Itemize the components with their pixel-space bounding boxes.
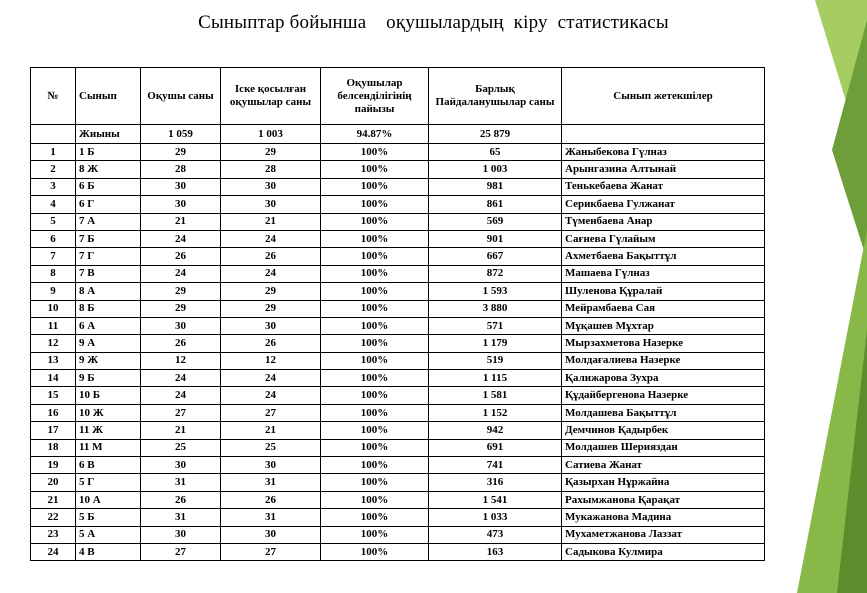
table-row <box>31 178 765 195</box>
row-no: 3 <box>31 178 76 195</box>
row-class: 10 А <box>76 491 141 508</box>
row-students: 31 <box>141 474 221 491</box>
row-activated: 24 <box>221 265 321 282</box>
header-activity-pct: Оқушылар белсенділігінің пайызы <box>321 68 429 125</box>
row-no: 7 <box>31 248 76 265</box>
table-row <box>31 404 765 421</box>
row-students: 24 <box>141 230 221 247</box>
table-row <box>31 526 765 543</box>
table-row <box>31 474 765 491</box>
table-row <box>31 283 765 300</box>
total-activity-pct: 94.87% <box>321 125 429 144</box>
row-no: 22 <box>31 509 76 526</box>
row-teacher: Тенькебаева Жанат <box>562 178 765 195</box>
table-row <box>31 457 765 474</box>
row-activated: 26 <box>221 248 321 265</box>
header-total-users: Барлық Пайдаланушылар саны <box>429 68 562 125</box>
row-total-users: 667 <box>429 248 562 265</box>
row-total-users: 473 <box>429 526 562 543</box>
row-no: 24 <box>31 543 76 560</box>
row-activity-pct: 100% <box>321 543 429 560</box>
row-activated: 30 <box>221 178 321 195</box>
row-total-users: 981 <box>429 178 562 195</box>
row-class: 9 Б <box>76 370 141 387</box>
row-students: 30 <box>141 457 221 474</box>
row-activated: 29 <box>221 300 321 317</box>
row-activated: 12 <box>221 352 321 369</box>
table-row <box>31 196 765 213</box>
table-row <box>31 144 765 161</box>
row-total-users: 741 <box>429 457 562 474</box>
row-activated: 27 <box>221 543 321 560</box>
row-activity-pct: 100% <box>321 144 429 161</box>
row-no: 18 <box>31 439 76 456</box>
header-class: Сынып <box>76 68 141 125</box>
row-activated: 30 <box>221 457 321 474</box>
table-row <box>31 213 765 230</box>
table-row <box>31 439 765 456</box>
row-no: 1 <box>31 144 76 161</box>
row-teacher: Түменбаева Анар <box>562 213 765 230</box>
row-class: 7 В <box>76 265 141 282</box>
row-total-users: 1 152 <box>429 404 562 421</box>
row-activated: 29 <box>221 283 321 300</box>
row-no: 16 <box>31 404 76 421</box>
row-total-users: 1 593 <box>429 283 562 300</box>
row-no: 12 <box>31 335 76 352</box>
table-row <box>31 370 765 387</box>
row-no: 15 <box>31 387 76 404</box>
row-total-users: 872 <box>429 265 562 282</box>
total-teacher-cell <box>562 125 765 144</box>
slide-title: Сыныптар бойынша оқушылардың кіру статистикасы <box>198 12 669 33</box>
row-activity-pct: 100% <box>321 370 429 387</box>
row-class: 4 В <box>76 543 141 560</box>
row-teacher: Сағнева Гүлайым <box>562 230 765 247</box>
row-students: 31 <box>141 509 221 526</box>
row-teacher: Шуленова Құралай <box>562 283 765 300</box>
row-class: 5 Г <box>76 474 141 491</box>
row-no: 21 <box>31 491 76 508</box>
row-students: 27 <box>141 404 221 421</box>
row-teacher: Мухаметжанова Лаззат <box>562 526 765 543</box>
header-row <box>31 68 765 125</box>
row-activated: 30 <box>221 526 321 543</box>
row-total-users: 571 <box>429 317 562 334</box>
row-class: 11 Ж <box>76 422 141 439</box>
row-class: 8 Ж <box>76 161 141 178</box>
row-class: 1 Б <box>76 144 141 161</box>
row-class: 9 Ж <box>76 352 141 369</box>
row-activity-pct: 100% <box>321 213 429 230</box>
row-teacher: Мукажанова Мадина <box>562 509 765 526</box>
row-no: 13 <box>31 352 76 369</box>
row-activated: 27 <box>221 404 321 421</box>
slide-decoration <box>777 0 867 593</box>
row-total-users: 691 <box>429 439 562 456</box>
row-activity-pct: 100% <box>321 283 429 300</box>
row-activated: 24 <box>221 387 321 404</box>
row-activity-pct: 100% <box>321 265 429 282</box>
row-students: 30 <box>141 317 221 334</box>
table-row <box>31 300 765 317</box>
row-total-users: 861 <box>429 196 562 213</box>
row-total-users: 1 179 <box>429 335 562 352</box>
row-activated: 25 <box>221 439 321 456</box>
row-total-users: 1 003 <box>429 161 562 178</box>
row-activity-pct: 100% <box>321 335 429 352</box>
row-no: 9 <box>31 283 76 300</box>
total-row <box>31 125 765 144</box>
row-students: 26 <box>141 248 221 265</box>
row-activity-pct: 100% <box>321 300 429 317</box>
table-row <box>31 161 765 178</box>
row-class: 10 Ж <box>76 404 141 421</box>
row-teacher: Мұқашев Мұхтар <box>562 317 765 334</box>
row-teacher: Молдашева Бақыттұл <box>562 404 765 421</box>
table-row <box>31 352 765 369</box>
row-students: 24 <box>141 265 221 282</box>
row-students: 30 <box>141 196 221 213</box>
row-class: 5 А <box>76 526 141 543</box>
row-activity-pct: 100% <box>321 474 429 491</box>
row-total-users: 519 <box>429 352 562 369</box>
table-row <box>31 230 765 247</box>
row-activity-pct: 100% <box>321 196 429 213</box>
row-total-users: 316 <box>429 474 562 491</box>
row-students: 12 <box>141 352 221 369</box>
row-class: 6 В <box>76 457 141 474</box>
row-activated: 30 <box>221 317 321 334</box>
row-class: 11 М <box>76 439 141 456</box>
row-activity-pct: 100% <box>321 317 429 334</box>
row-no: 10 <box>31 300 76 317</box>
header-teacher: Сынып жетекшілер <box>562 68 765 125</box>
row-students: 27 <box>141 543 221 560</box>
row-activated: 31 <box>221 474 321 491</box>
row-total-users: 942 <box>429 422 562 439</box>
row-activity-pct: 100% <box>321 509 429 526</box>
row-teacher: Құдайбергенова Назерке <box>562 387 765 404</box>
table-row <box>31 265 765 282</box>
row-activity-pct: 100% <box>321 161 429 178</box>
total-no-cell <box>31 125 76 144</box>
row-activated: 31 <box>221 509 321 526</box>
row-students: 21 <box>141 213 221 230</box>
header-no: № <box>31 68 76 125</box>
statistics-table <box>30 67 765 561</box>
row-teacher: Мырзахметова Назерке <box>562 335 765 352</box>
total-label: Жиыны <box>76 125 141 144</box>
row-teacher: Садыкова Кулмира <box>562 543 765 560</box>
row-activated: 30 <box>221 196 321 213</box>
row-activated: 21 <box>221 422 321 439</box>
row-total-users: 901 <box>429 230 562 247</box>
row-activated: 28 <box>221 161 321 178</box>
row-activity-pct: 100% <box>321 526 429 543</box>
total-users: 25 879 <box>429 125 562 144</box>
row-activity-pct: 100% <box>321 178 429 195</box>
row-activity-pct: 100% <box>321 387 429 404</box>
row-teacher: Қалижарова Зухра <box>562 370 765 387</box>
row-class: 10 Б <box>76 387 141 404</box>
row-students: 26 <box>141 491 221 508</box>
table-row <box>31 543 765 560</box>
row-total-users: 163 <box>429 543 562 560</box>
row-no: 5 <box>31 213 76 230</box>
row-teacher: Мейрамбаева Сая <box>562 300 765 317</box>
table-row <box>31 317 765 334</box>
row-no: 23 <box>31 526 76 543</box>
row-total-users: 1 115 <box>429 370 562 387</box>
row-class: 7 Б <box>76 230 141 247</box>
row-activity-pct: 100% <box>321 457 429 474</box>
row-students: 29 <box>141 300 221 317</box>
row-students: 30 <box>141 526 221 543</box>
row-no: 19 <box>31 457 76 474</box>
row-students: 29 <box>141 144 221 161</box>
row-no: 4 <box>31 196 76 213</box>
row-activity-pct: 100% <box>321 248 429 265</box>
row-activated: 26 <box>221 491 321 508</box>
table-row <box>31 491 765 508</box>
row-activated: 24 <box>221 230 321 247</box>
row-teacher: Рахымжанова Қарақат <box>562 491 765 508</box>
row-activity-pct: 100% <box>321 491 429 508</box>
row-activated: 29 <box>221 144 321 161</box>
row-activated: 21 <box>221 213 321 230</box>
row-students: 25 <box>141 439 221 456</box>
row-activity-pct: 100% <box>321 352 429 369</box>
total-activated: 1 003 <box>221 125 321 144</box>
table-row <box>31 335 765 352</box>
row-class: 8 А <box>76 283 141 300</box>
table-row <box>31 248 765 265</box>
row-activity-pct: 100% <box>321 422 429 439</box>
row-class: 9 А <box>76 335 141 352</box>
row-total-users: 569 <box>429 213 562 230</box>
row-teacher: Молдашев Шерияздан <box>562 439 765 456</box>
row-students: 24 <box>141 387 221 404</box>
row-students: 28 <box>141 161 221 178</box>
row-total-users: 1 033 <box>429 509 562 526</box>
row-no: 11 <box>31 317 76 334</box>
row-no: 14 <box>31 370 76 387</box>
row-no: 17 <box>31 422 76 439</box>
table-row <box>31 509 765 526</box>
row-activity-pct: 100% <box>321 404 429 421</box>
row-no: 20 <box>31 474 76 491</box>
row-no: 6 <box>31 230 76 247</box>
row-class: 6 Г <box>76 196 141 213</box>
row-class: 8 Б <box>76 300 141 317</box>
row-class: 7 Г <box>76 248 141 265</box>
total-students: 1 059 <box>141 125 221 144</box>
row-students: 29 <box>141 283 221 300</box>
row-activity-pct: 100% <box>321 230 429 247</box>
row-students: 21 <box>141 422 221 439</box>
row-teacher: Машаева Гүлназ <box>562 265 765 282</box>
table-row <box>31 422 765 439</box>
header-students: Оқушы саны <box>141 68 221 125</box>
table-row <box>31 387 765 404</box>
row-class: 7 А <box>76 213 141 230</box>
row-total-users: 1 581 <box>429 387 562 404</box>
row-teacher: Ахметбаева Бақыттұл <box>562 248 765 265</box>
row-total-users: 65 <box>429 144 562 161</box>
header-activated: Іске қосылған оқушылар саны <box>221 68 321 125</box>
row-class: 6 Б <box>76 178 141 195</box>
row-total-users: 3 880 <box>429 300 562 317</box>
row-class: 6 А <box>76 317 141 334</box>
row-total-users: 1 541 <box>429 491 562 508</box>
row-teacher: Сатиева Жанат <box>562 457 765 474</box>
row-no: 2 <box>31 161 76 178</box>
row-teacher: Арынгазина Алтынай <box>562 161 765 178</box>
row-activity-pct: 100% <box>321 439 429 456</box>
row-activated: 26 <box>221 335 321 352</box>
row-teacher: Серикбаева Гулжанат <box>562 196 765 213</box>
row-teacher: Демчинов Қадырбек <box>562 422 765 439</box>
row-students: 24 <box>141 370 221 387</box>
row-students: 30 <box>141 178 221 195</box>
row-students: 26 <box>141 335 221 352</box>
row-teacher: Қазырхан Нұржайна <box>562 474 765 491</box>
row-no: 8 <box>31 265 76 282</box>
row-class: 5 Б <box>76 509 141 526</box>
row-teacher: Жаныбекова Гүлназ <box>562 144 765 161</box>
row-activated: 24 <box>221 370 321 387</box>
row-teacher: Молдағалиева Назерке <box>562 352 765 369</box>
